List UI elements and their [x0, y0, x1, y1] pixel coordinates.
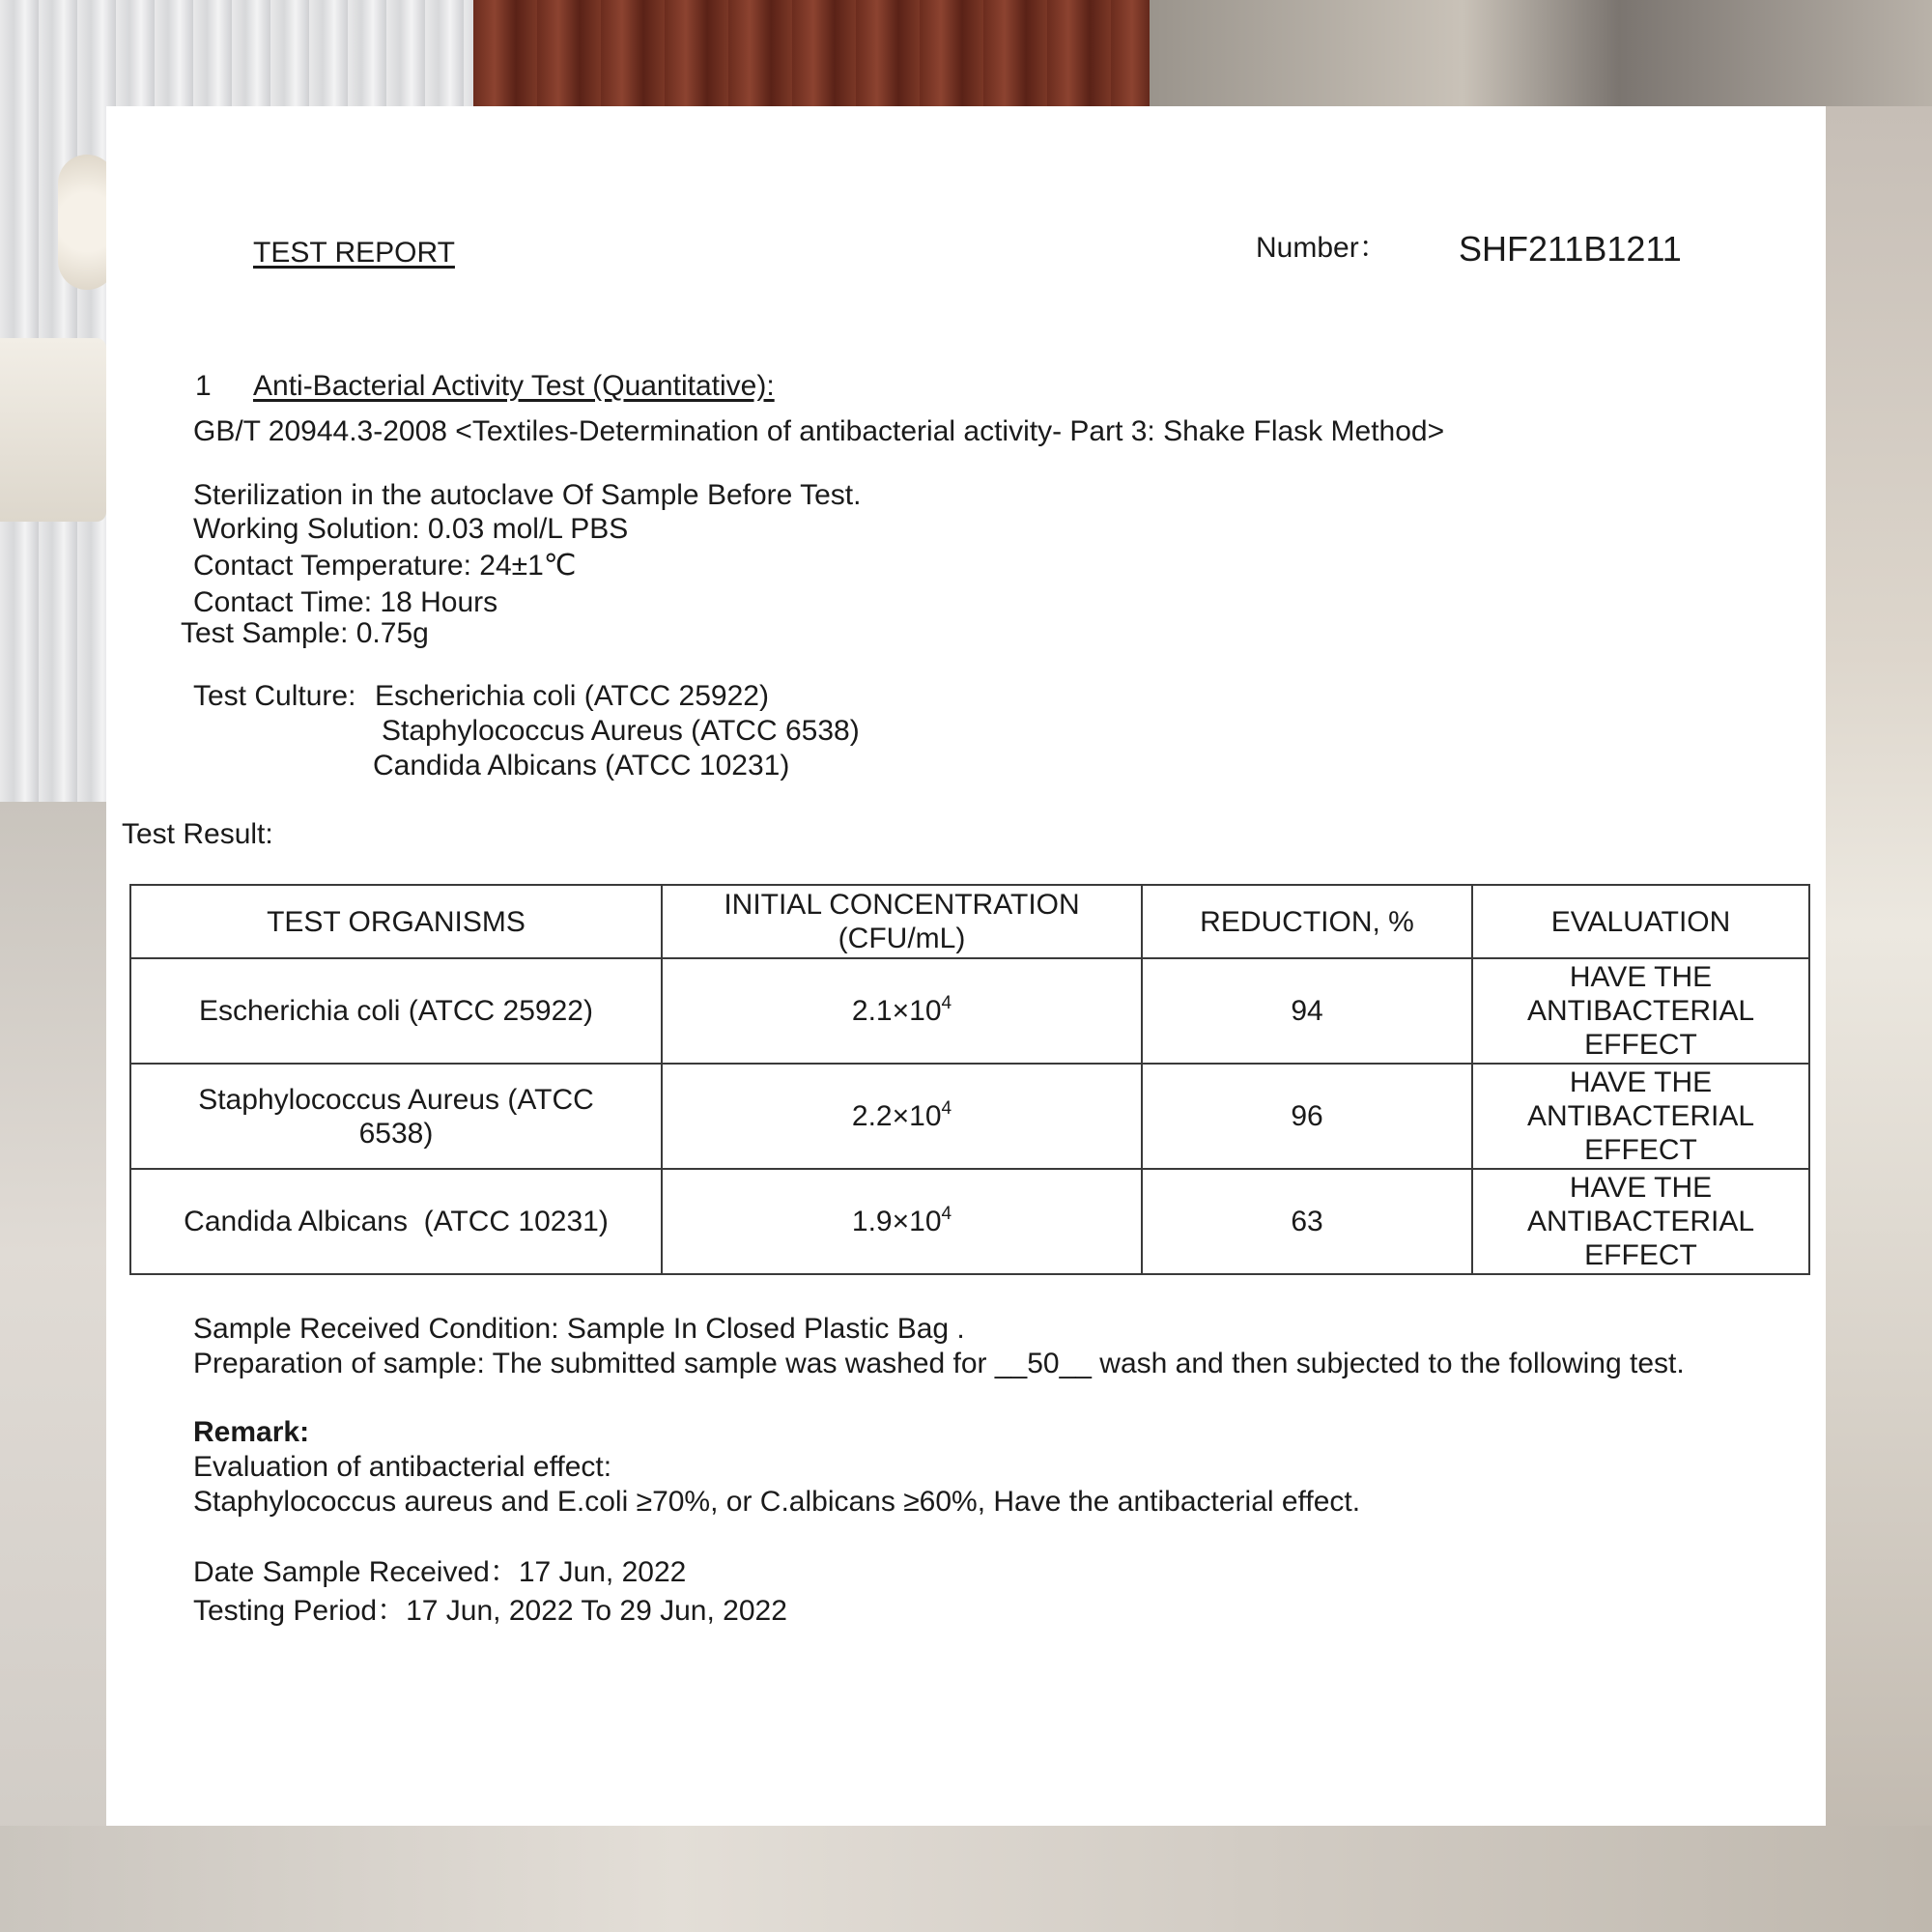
concentration-base: 2.1×10: [851, 995, 942, 1027]
sample-received-condition: Sample Received Condition: Sample In Closed Plastic Bag .: [193, 1313, 965, 1345]
column-header: TEST ORGANISMS: [130, 885, 662, 958]
section-heading: Anti-Bacterial Activity Test (Quantitative):: [253, 370, 775, 402]
reduction-cell: 63: [1142, 1169, 1472, 1274]
lamp: [0, 338, 106, 522]
table-header-row: [130, 885, 1809, 958]
test-culture-label: Test Culture:: [193, 680, 356, 712]
concentration-exponent: 4: [941, 1098, 952, 1119]
reduction-cell: 94: [1142, 958, 1472, 1064]
reduction-cell: 96: [1142, 1064, 1472, 1169]
bed-sheet-bottom: [0, 1826, 1932, 1932]
evaluation-cell: HAVE THE ANTIBACTERIAL EFFECT: [1472, 1064, 1809, 1169]
remark-label: Remark:: [193, 1416, 310, 1448]
working-solution: Working Solution: 0.03 mol/L PBS: [193, 513, 629, 545]
testing-period: Testing Period：17 Jun, 2022 To 29 Jun, 2022: [193, 1595, 787, 1627]
table-row: [130, 958, 1809, 1064]
contact-time: Contact Time: 18 Hours: [193, 586, 498, 618]
report-title: TEST REPORT: [253, 237, 455, 269]
culture-item: Escherichia coli (ATCC 25922): [375, 680, 769, 712]
organism-cell: Escherichia coli (ATCC 25922): [130, 958, 662, 1064]
concentration-cell: [662, 1064, 1142, 1169]
report-number-value: SHF211B1211: [1459, 229, 1682, 269]
table-row: [130, 1169, 1809, 1274]
culture-item: Staphylococcus Aureus (ATCC 6538): [382, 715, 860, 747]
section-index: 1: [195, 370, 212, 402]
brown-curtain: [473, 0, 1150, 116]
concentration-exponent: 4: [941, 1204, 952, 1224]
organism-cell: Staphylococcus Aureus (ATCC 6538): [130, 1064, 662, 1169]
evaluation-cell: HAVE THE ANTIBACTERIAL EFFECT: [1472, 1169, 1809, 1274]
table-row: [130, 1064, 1809, 1169]
concentration-base: 1.9×10: [851, 1206, 942, 1237]
contact-temperature: Contact Temperature: 24±1℃: [193, 550, 577, 582]
concentration-exponent: 4: [941, 993, 952, 1013]
report-number-label: Number：: [1256, 232, 1388, 264]
concentration-base: 2.2×10: [851, 1100, 942, 1132]
culture-item: Candida Albicans (ATCC 10231): [373, 750, 790, 781]
bed-sheet-left: [0, 802, 106, 1932]
column-header: REDUCTION, %: [1142, 885, 1472, 958]
remark-line: Staphylococcus aureus and E.coli ≥70%, or C.albicans ≥60%, Have the antibacterial effect.: [193, 1486, 1361, 1518]
remark-line: Evaluation of antibacterial effect:: [193, 1451, 612, 1483]
date-sample-received: Date Sample Received：17 Jun, 2022: [193, 1556, 687, 1588]
test-sample: Test Sample: 0.75g: [181, 617, 429, 649]
sterilization-note: Sterilization in the autoclave Of Sample Before Test.: [193, 479, 862, 511]
organism-cell: Candida Albicans (ATCC 10231): [130, 1169, 662, 1274]
evaluation-cell: HAVE THE ANTIBACTERIAL EFFECT: [1472, 958, 1809, 1064]
wall-panel: [1150, 0, 1932, 116]
concentration-cell: [662, 1169, 1142, 1274]
test-result-label: Test Result:: [122, 818, 273, 850]
sample-preparation: Preparation of sample: The submitted sample was washed for __50__ wash and then subjected to the following test.: [193, 1348, 1685, 1379]
test-report-sheet: [106, 106, 1826, 1826]
test-standard: GB/T 20944.3-2008 <Textiles-Determination of antibacterial activity- Part 3: Shake Flask Method>: [193, 415, 1445, 447]
column-header: INITIAL CONCENTRATION (CFU/mL): [662, 885, 1142, 958]
column-header: EVALUATION: [1472, 885, 1809, 958]
results-table: [129, 884, 1810, 1275]
concentration-cell: [662, 958, 1142, 1064]
pillow-edge: [1826, 106, 1932, 1932]
